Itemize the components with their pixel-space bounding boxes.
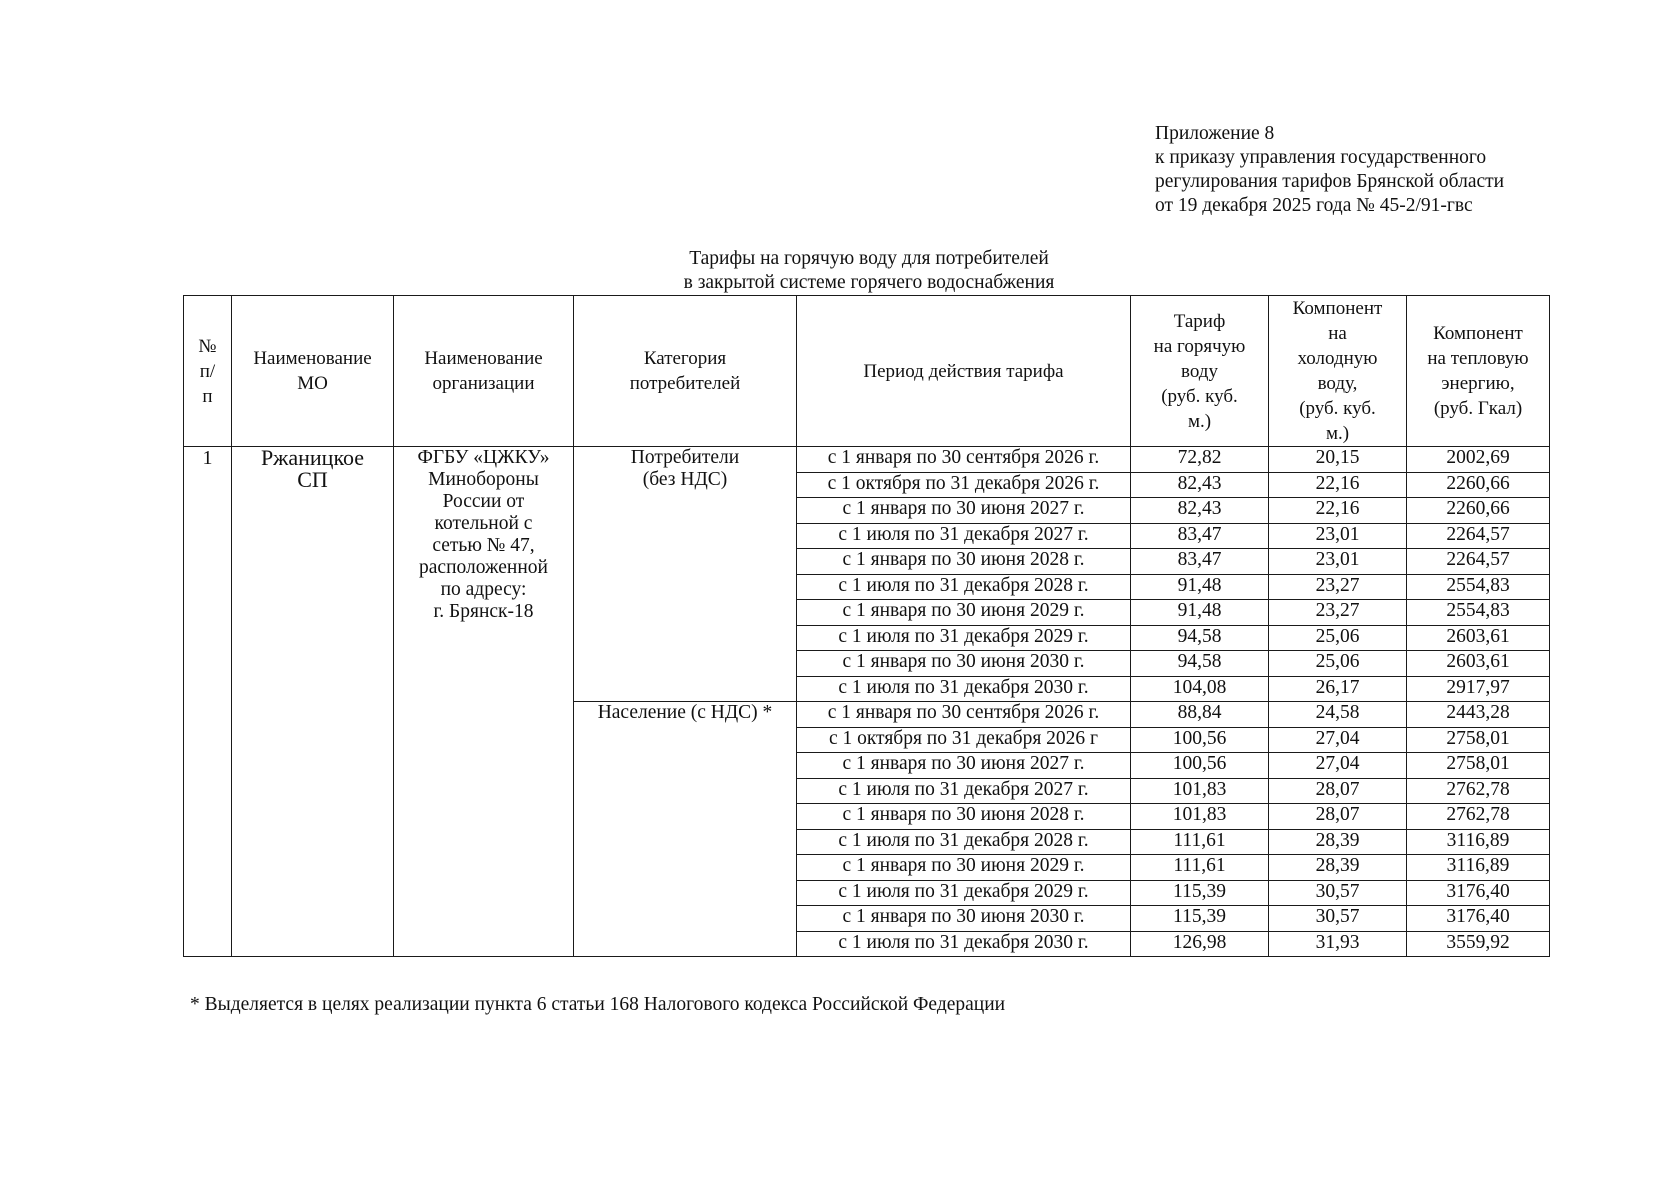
heat-energy-component-cell: 2603,61 (1407, 651, 1550, 677)
hot-water-tariff-cell: 91,48 (1131, 574, 1269, 600)
header-num-l3: п (202, 385, 213, 407)
organization-name-line: сетью № 47, (432, 535, 535, 556)
period-cell: с 1 октября по 31 декабря 2026 г. (797, 472, 1131, 498)
hot-water-tariff-cell: 111,61 (1131, 855, 1269, 881)
appendix-block (1155, 122, 1504, 218)
organization-name-line: расположенной (419, 557, 548, 578)
period-cell: с 1 января по 30 июня 2030 г. (797, 651, 1131, 677)
heat-energy-component-cell: 2443,28 (1407, 702, 1550, 728)
cold-water-component-cell: 22,16 (1269, 498, 1407, 524)
cold-water-component-cell: 24,58 (1269, 702, 1407, 728)
header-period-l1: Период действия тарифа (863, 360, 1064, 382)
header-tariff-l2: на горячую (1153, 335, 1246, 357)
heat-energy-component-cell: 2917,97 (1407, 676, 1550, 702)
header-cold-l1: Компонент (1292, 298, 1383, 319)
period-cell: с 1 января по 30 сентября 2026 г. (797, 702, 1131, 728)
header-heat-l2: на тепловую (1427, 348, 1529, 369)
period-cell: с 1 июля по 31 декабря 2030 г. (797, 931, 1131, 957)
organization-name-line: ФГБУ «ЦЖКУ» (417, 447, 550, 468)
heat-energy-component-cell: 2762,78 (1407, 778, 1550, 804)
table-row (184, 447, 1550, 473)
cold-water-component-cell: 30,57 (1269, 906, 1407, 932)
period-cell: с 1 января по 30 июня 2029 г. (797, 855, 1131, 881)
period-cell: с 1 января по 30 июня 2027 г. (797, 753, 1131, 779)
appendix-number: Приложение 8 (1155, 123, 1275, 144)
table-title-line-2: в закрытой системе горячего водоснабжения (683, 272, 1055, 293)
heat-energy-component-cell: 2260,66 (1407, 498, 1550, 524)
hot-water-tariff-cell: 115,39 (1131, 906, 1269, 932)
consumer-category-cell (574, 447, 797, 702)
header-category (574, 296, 797, 447)
heat-energy-component-cell: 2603,61 (1407, 625, 1550, 651)
header-cold-l5: (руб. куб. (1299, 398, 1376, 419)
cold-water-component-cell: 28,07 (1269, 778, 1407, 804)
cold-water-component-cell: 27,04 (1269, 753, 1407, 779)
header-tariff (1131, 296, 1269, 447)
cold-water-component-cell: 25,06 (1269, 651, 1407, 677)
hot-water-tariff-cell: 100,56 (1131, 753, 1269, 779)
header-tariff-l1: Тариф (1173, 310, 1226, 332)
hot-water-tariff-cell: 82,43 (1131, 472, 1269, 498)
header-num-l1: № (198, 335, 217, 357)
heat-energy-component-cell: 2260,66 (1407, 472, 1550, 498)
cold-water-component-cell: 26,17 (1269, 676, 1407, 702)
cold-water-component-cell: 28,39 (1269, 855, 1407, 881)
header-heat-l1: Компонент (1433, 323, 1523, 344)
header-org-l1: Наименование (424, 348, 543, 369)
organization-name-line: котельной с (434, 513, 533, 534)
period-cell: с 1 января по 30 июня 2030 г. (797, 906, 1131, 932)
hot-water-tariff-cell: 126,98 (1131, 931, 1269, 957)
header-period (797, 296, 1131, 447)
hot-water-tariff-cell: 83,47 (1131, 523, 1269, 549)
header-tariff-l3: воду (1181, 360, 1218, 382)
appendix-authority: регулирования тарифов Брянской области (1155, 171, 1505, 192)
hot-water-tariff-cell: 94,58 (1131, 651, 1269, 677)
cold-water-component-cell: 25,06 (1269, 625, 1407, 651)
tariff-table-body (184, 447, 1550, 957)
table-title-line-1: Тарифы на горячую воду для потребителей (689, 248, 1049, 269)
heat-energy-component-cell: 2762,78 (1407, 804, 1550, 830)
header-heat (1407, 296, 1550, 447)
heat-energy-component-cell: 2264,57 (1407, 523, 1550, 549)
footnote: * Выделяется в целях реализации пункта 6 статьи 168 Налогового кодекса Российской Федерации (190, 994, 1006, 1015)
consumer-category-line: Население (с НДС) * (597, 702, 773, 723)
table-title (0, 247, 1670, 295)
period-cell: с 1 октября по 31 декабря 2026 г (797, 727, 1131, 753)
hot-water-tariff-cell: 91,48 (1131, 600, 1269, 626)
cold-water-component-cell: 30,57 (1269, 880, 1407, 906)
appendix-order-ref: к приказу управления государственного (1155, 147, 1487, 168)
heat-energy-component-cell: 3116,89 (1407, 855, 1550, 881)
hot-water-tariff-cell: 88,84 (1131, 702, 1269, 728)
period-cell: с 1 июля по 31 декабря 2027 г. (797, 778, 1131, 804)
header-tariff-l5: м.) (1187, 410, 1212, 432)
header-cold-l3: холодную (1297, 348, 1378, 369)
consumer-category-line: Потребители (630, 447, 740, 468)
heat-energy-component-cell: 2264,57 (1407, 549, 1550, 575)
organization-name-cell (394, 447, 574, 957)
mo-name-cell (232, 447, 394, 957)
hot-water-tariff-cell: 115,39 (1131, 880, 1269, 906)
header-cold-l2: на (1328, 323, 1347, 344)
period-cell: с 1 января по 30 июня 2027 г. (797, 498, 1131, 524)
period-cell: с 1 июля по 31 декабря 2029 г. (797, 880, 1131, 906)
period-cell: с 1 июля по 31 декабря 2028 г. (797, 829, 1131, 855)
hot-water-tariff-cell: 82,43 (1131, 498, 1269, 524)
heat-energy-component-cell: 3559,92 (1407, 931, 1550, 957)
tariff-table (183, 295, 1550, 957)
cold-water-component-cell: 28,07 (1269, 804, 1407, 830)
header-mo (232, 296, 394, 447)
header-heat-l4: (руб. Гкал) (1433, 398, 1523, 419)
period-cell: с 1 января по 30 июня 2028 г. (797, 549, 1131, 575)
hot-water-tariff-cell: 94,58 (1131, 625, 1269, 651)
header-cold-l6: м.) (1325, 423, 1350, 444)
period-cell: с 1 июля по 31 декабря 2027 г. (797, 523, 1131, 549)
appendix-date-number: от 19 декабря 2025 года № 45-2/91-гвс (1155, 195, 1473, 216)
cold-water-component-cell: 23,27 (1269, 574, 1407, 600)
hot-water-tariff-cell: 72,82 (1131, 447, 1269, 473)
period-cell: с 1 июля по 31 декабря 2030 г. (797, 676, 1131, 702)
hot-water-tariff-cell: 111,61 (1131, 829, 1269, 855)
heat-energy-component-cell: 2554,83 (1407, 574, 1550, 600)
cold-water-component-cell: 23,01 (1269, 549, 1407, 575)
organization-name-line: России от (442, 491, 525, 512)
hot-water-tariff-cell: 104,08 (1131, 676, 1269, 702)
hot-water-tariff-cell: 100,56 (1131, 727, 1269, 753)
hot-water-tariff-cell: 101,83 (1131, 804, 1269, 830)
header-heat-l3: энергию, (1441, 373, 1515, 394)
header-organization (394, 296, 574, 447)
consumer-category-cell (574, 702, 797, 957)
header-category-l1: Категория (643, 348, 727, 369)
heat-energy-component-cell: 2758,01 (1407, 753, 1550, 779)
cold-water-component-cell: 22,16 (1269, 472, 1407, 498)
heat-energy-component-cell: 3176,40 (1407, 906, 1550, 932)
mo-name-line: СП (297, 467, 328, 492)
heat-energy-component-cell: 3116,89 (1407, 829, 1550, 855)
mo-name-line: Ржаницкое (260, 445, 365, 470)
consumer-category-line: (без НДС) (642, 469, 728, 490)
period-cell: с 1 января по 30 июня 2029 г. (797, 600, 1131, 626)
cold-water-component-cell: 23,01 (1269, 523, 1407, 549)
period-cell: с 1 января по 30 июня 2028 г. (797, 804, 1131, 830)
cold-water-component-cell: 28,39 (1269, 829, 1407, 855)
header-org-l2: организации (432, 373, 535, 394)
header-num-l2: п/ (199, 360, 216, 382)
hot-water-tariff-cell: 101,83 (1131, 778, 1269, 804)
organization-name-line: г. Брянск-18 (433, 601, 534, 622)
header-cold-l4: воду, (1317, 373, 1358, 394)
period-cell: с 1 июля по 31 декабря 2028 г. (797, 574, 1131, 600)
header-cold-water (1269, 296, 1407, 447)
heat-energy-component-cell: 2554,83 (1407, 600, 1550, 626)
period-cell: с 1 июля по 31 декабря 2029 г. (797, 625, 1131, 651)
table-header-row (184, 296, 1550, 447)
cold-water-component-cell: 31,93 (1269, 931, 1407, 957)
heat-energy-component-cell: 2758,01 (1407, 727, 1550, 753)
header-category-l2: потребителей (629, 373, 741, 394)
cold-water-component-cell: 20,15 (1269, 447, 1407, 473)
header-num (184, 296, 232, 447)
cold-water-component-cell: 27,04 (1269, 727, 1407, 753)
row-number-cell: 1 (184, 447, 232, 957)
hot-water-tariff-cell: 83,47 (1131, 549, 1269, 575)
header-mo-l1: Наименование (253, 348, 372, 369)
cold-water-component-cell: 23,27 (1269, 600, 1407, 626)
heat-energy-component-cell: 2002,69 (1407, 447, 1550, 473)
heat-energy-component-cell: 3176,40 (1407, 880, 1550, 906)
period-cell: с 1 января по 30 сентября 2026 г. (797, 447, 1131, 473)
header-mo-l2: МО (297, 373, 328, 394)
organization-name-line: Минобороны (428, 469, 539, 490)
organization-name-line: по адресу: (440, 579, 527, 600)
header-tariff-l4: (руб. куб. (1161, 385, 1238, 407)
